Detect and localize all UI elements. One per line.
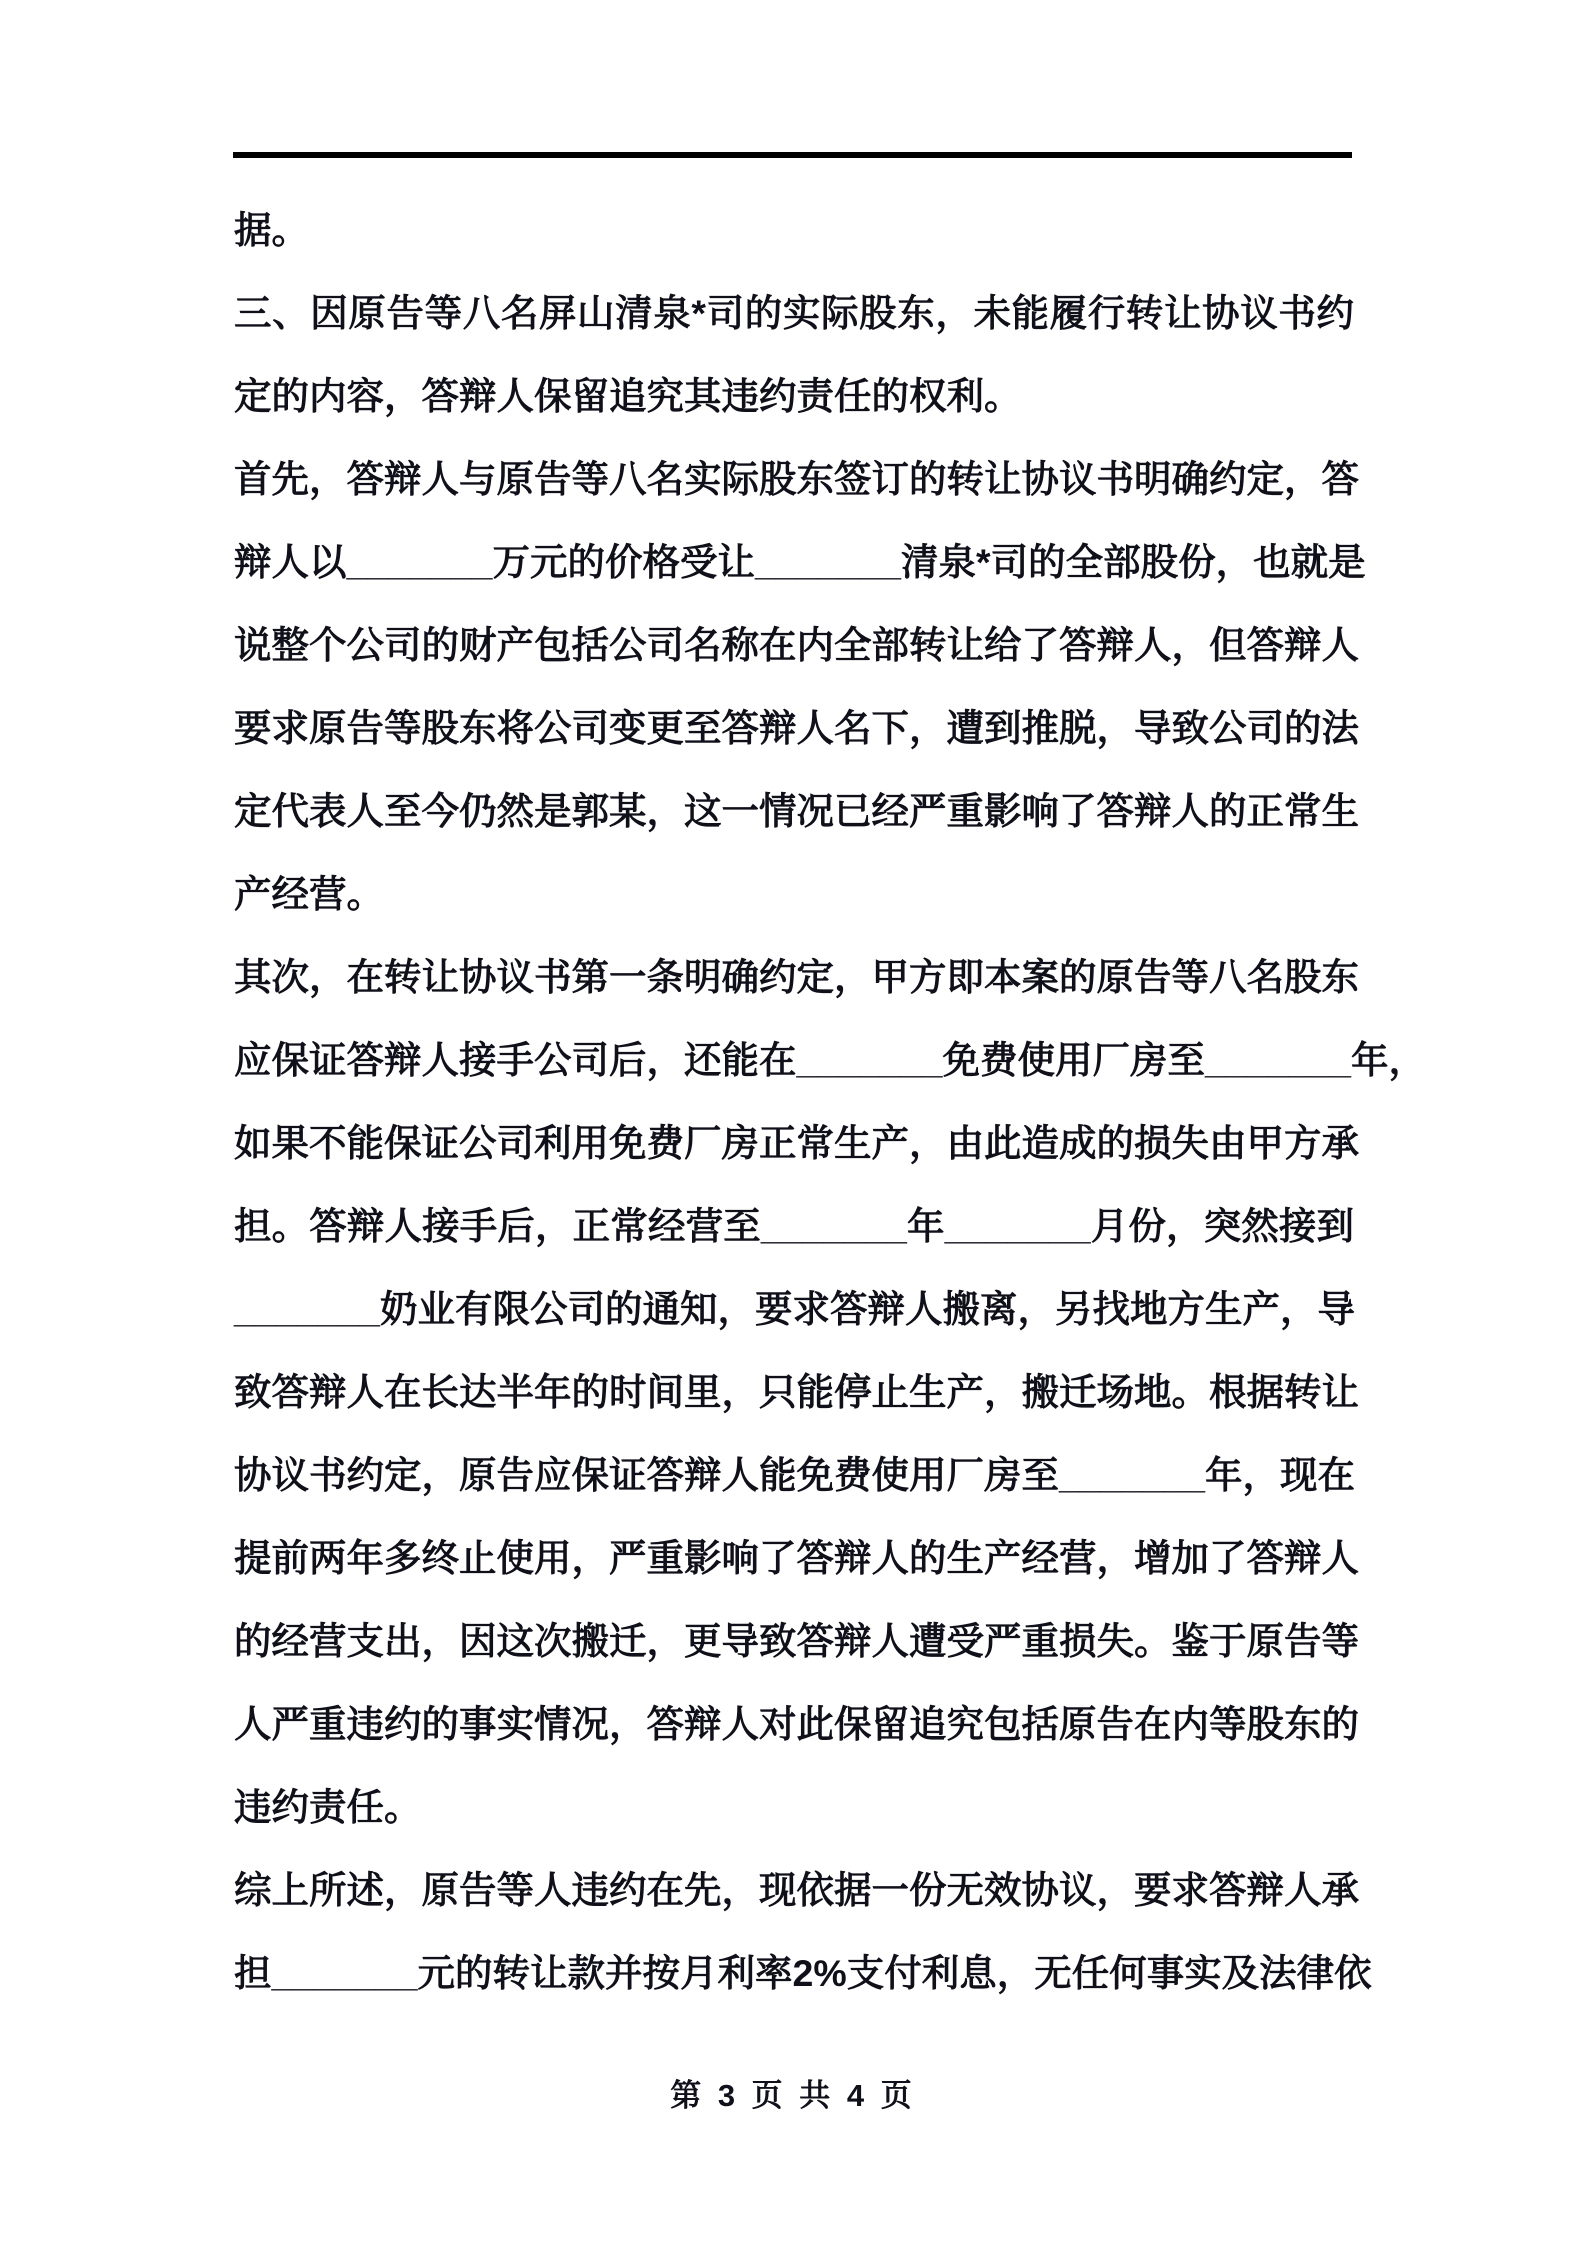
text-line: 人严重违约的事实情况，答辩人对此保留追究包括原告在内等股东的 (234, 1703, 1359, 1745)
text-line: 首先，答辩人与原告等八名实际股东签订的转让协议书明确约定，答 (234, 458, 1359, 500)
text-line: 致答辩人在长达半年的时间里，只能停止生产，搬迁场地。根据转让 (234, 1371, 1359, 1413)
document-body (234, 189, 1426, 2015)
page-footer: 第 3 页 共 4 页 (670, 2078, 916, 2113)
text-line: 综上所述，原告等人违约在先，现依据一份无效协议，要求答辩人承 (234, 1869, 1359, 1911)
text-line: 定的内容，答辩人保留追究其违约责任的权利。 (234, 375, 1022, 417)
text-line: 提前两年多终止使用，严重影响了答辩人的生产经营，增加了答辩人 (234, 1537, 1359, 1579)
text-line: 违约责任。 (234, 1786, 422, 1828)
text-line: 担_______元的转让款并按月利率2%支付利息，无任何事实及法律依 (234, 1952, 1372, 1994)
text-line: 辩人以_______万元的价格受让_______清泉*司的全部股份，也就是 (234, 541, 1366, 583)
text-line: 的经营支出，因这次搬迁，更导致答辩人遭受严重损失。鉴于原告等 (234, 1620, 1359, 1662)
text-line: 协议书约定，原告应保证答辩人能免费使用厂房至_______年，现在 (234, 1454, 1355, 1496)
text-line: 产经营。 (234, 873, 384, 915)
text-line: 说整个公司的财产包括公司名称在内全部转让给了答辩人，但答辩人 (234, 624, 1359, 666)
text-line: 担。答辩人接手后，正常经营至_______年_______月份，突然接到 (234, 1205, 1354, 1247)
header-rule (233, 152, 1352, 158)
text-line: 其次，在转让协议书第一条明确约定，甲方即本案的原告等八名股东 (234, 956, 1359, 998)
text-line: 三、因原告等八名屏山清泉*司的实际股东，未能履行转让协议书约 (234, 292, 1354, 334)
text-line: 定代表人至今仍然是郭某，这一情况已经严重影响了答辩人的正常生 (234, 790, 1359, 832)
text-line: 如果不能保证公司利用免费厂房正常生产，由此造成的损失由甲方承 (234, 1122, 1359, 1164)
text-line: _______奶业有限公司的通知，要求答辩人搬离，另找地方生产，导 (234, 1288, 1355, 1330)
text-line: 据。 (234, 209, 309, 251)
text-line: 应保证答辩人接手公司后，还能在_______免费使用厂房至_______年， (234, 1039, 1426, 1081)
text-line: 要求原告等股东将公司变更至答辩人名下，遭到推脱，导致公司的法 (234, 707, 1359, 749)
